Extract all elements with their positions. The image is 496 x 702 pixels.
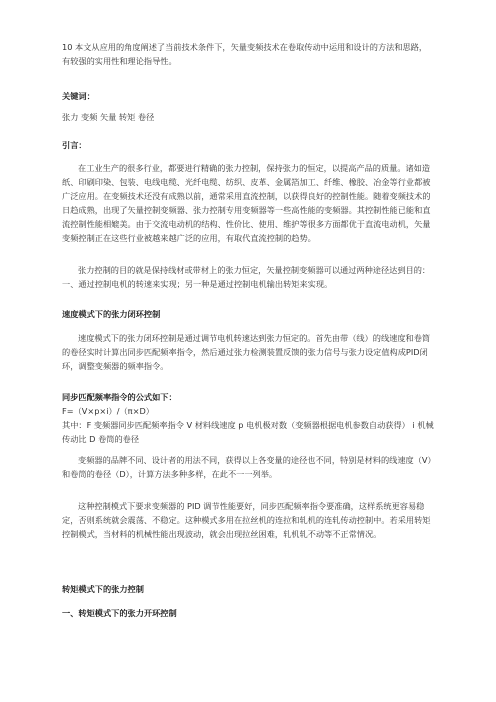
speed-mode-heading: 速度模式下的张力闭环控制	[62, 309, 161, 319]
intro-paragraph-2: 张力控制的目的就是保持线材或带材上的张力恒定，矢量控制变频器可以通过两种途径达到目的：一、通过控制电机的转速来实现；另一种是通过控制电机输出转矩来实现。	[62, 265, 431, 289]
formula-heading: 同步匹配频率指令的公式如下：	[62, 392, 177, 402]
formula-variables: 其中：F 变频器同步匹配频率指令 V 材料线速度 p 电机极对数（变频器根据电机参数自动获得） i 机械传动比 D 卷筒的卷径	[62, 420, 434, 444]
torque-open-loop-subheading: 一、转矩模式下的张力开环控制	[62, 608, 177, 618]
intro-paragraph-1: 在工业生产的很多行业，都要进行精确的张力控制，保持张力的恒定，以提高产品的质量。诸如造纸、印刷印染、包装、电线电缆、光纤电缆、纺织、皮革、金属箔加工、纤维、橡胶、冶金等行业都被广泛应用。在变频技术还没有成熟以前，通常采用直流控制，以获得良好的控制性能。随着变频技术的日趋成熟，出现了矢量控制变频器、张力控制专用变频器等一些高性能的变频器。其控制性能已能和直流控制性能相媲美。由于交流电动机的结构、性价比、使用、维护等很多方面都优于直流电动机，矢量变频控制正在这些行业被越来越广泛的应用，有取代直流控制的趋势。	[62, 163, 431, 243]
speed-mode-paragraph-1: 速度模式下的张力闭环控制是通过调节电机转速达到张力恒定的。首先由带（线）的线速度和卷筒的卷径实时计算出同步匹配频率指令，然后通过张力检测装置反馈的张力信号与张力设定值构成PID闭环，调整变频器的频率指令。	[62, 333, 431, 371]
keywords-heading: 关键词：	[62, 91, 95, 101]
keywords-list: 张力 变频 矢量 转矩 卷径	[62, 112, 155, 122]
speed-mode-paragraph-2: 变频器的品牌不同、设计者的用法不同，获得以上各变量的途径也不同，特别是材料的线速度（V）和卷筒的卷径（D），计算方法多种多样，在此不一一列举。	[62, 455, 432, 479]
torque-mode-heading: 转矩模式下的张力控制	[62, 584, 144, 594]
intro-heading: 引言：	[62, 140, 87, 150]
speed-mode-paragraph-3: 这种控制模式下要求变频器的 PID 调节性能要好，同步匹配频率指令要准确，这样系统更容易稳定，否则系统就会震荡、不稳定。这种模式多用在拉丝机的连拉和轧机的连轧传动控制中。若采用转矩控制模式，当材料的机械性能出现波动，就会出现拉丝困难，轧机轧不动等不正常情况。	[62, 501, 431, 539]
formula: F=（V×p×i）/（π×D）	[62, 406, 154, 416]
abstract-paragraph: 10 本文从应用的角度阐述了当前技术条件下，矢量变频技术在卷取传动中运用和设计的方法和思路，有较强的实用性和理论指导性。	[62, 42, 428, 66]
